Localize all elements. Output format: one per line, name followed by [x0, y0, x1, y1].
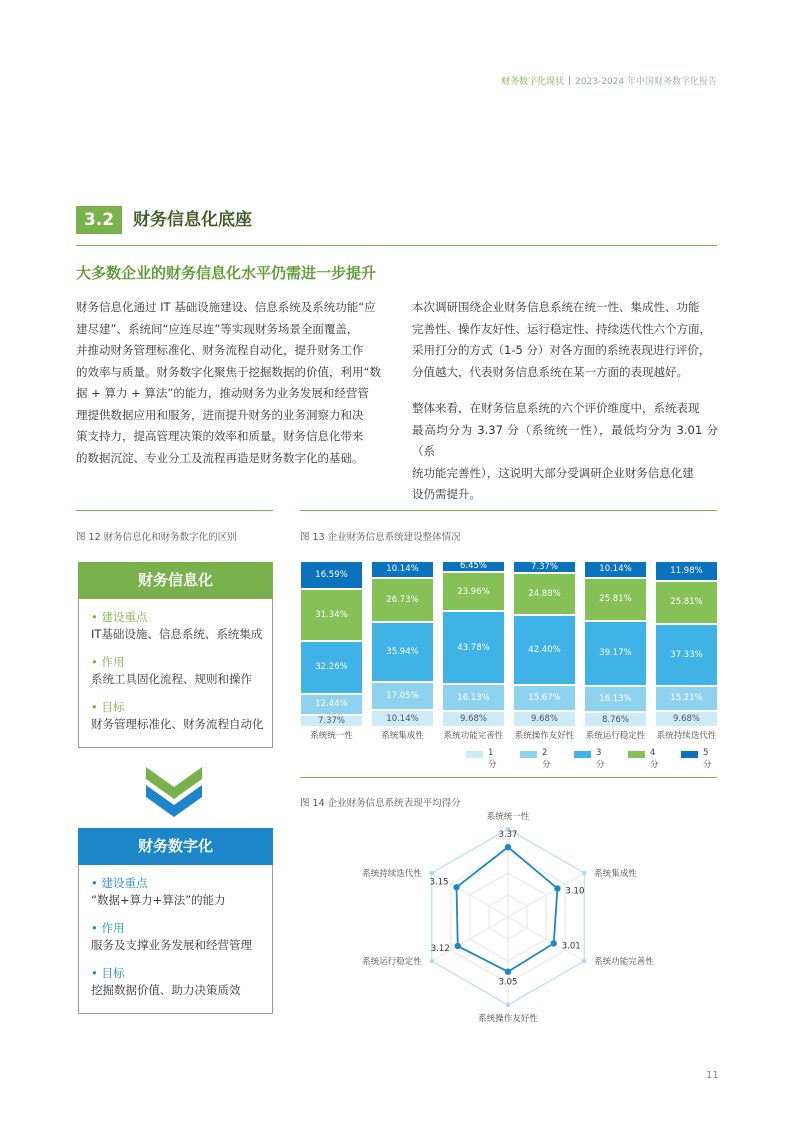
bar-value-label: 43.78%	[457, 642, 490, 653]
bar-segment	[443, 573, 504, 611]
bar-segment	[301, 590, 362, 640]
bar-segment	[301, 642, 362, 694]
legend-swatch	[681, 751, 698, 758]
info-item-key: • 目标	[91, 700, 125, 714]
bar-segment	[585, 713, 646, 726]
section-divider	[76, 245, 717, 246]
bar-value-label: 31.34%	[315, 609, 348, 620]
legend-label: 1分	[488, 748, 497, 770]
radar-axis-dot	[430, 959, 434, 963]
header-report-title: 2023-2024 年中国财务数字化报告	[575, 77, 717, 87]
paragraph-right-1	[412, 297, 718, 383]
header-divider	[569, 76, 570, 85]
bar-value-label: 15.67%	[528, 692, 561, 703]
text-line: 策支持力，提高管理决策的效率和质量。财务信息化带来	[76, 429, 364, 443]
text-line: 整体来看，在财务信息系统的六个评价维度中，系统表现	[412, 401, 700, 415]
radar-point	[455, 943, 461, 949]
bar-value-label: 25.81%	[670, 597, 703, 608]
bar-value-label: 35.94%	[386, 647, 419, 658]
radar-value-label: 3.37	[498, 830, 518, 841]
bar-value-label: 16.13%	[457, 692, 490, 703]
bar-value-label: 9.68%	[530, 713, 558, 724]
figure12-caption: 图 12 财务信息化和财务数字化的区别	[76, 532, 237, 543]
bar-value-label: 7.37%	[530, 562, 558, 573]
bar-segment	[301, 562, 362, 588]
radar-value-label: 3.01	[561, 941, 581, 952]
info-item-key: • 作用	[91, 655, 125, 669]
legend-swatch	[466, 751, 483, 758]
section-number: 3.2	[76, 206, 122, 234]
legend-swatch	[628, 751, 645, 758]
text-line: 的数据沉淀、专业分工及流程再造是财务数字化的基础。	[76, 450, 364, 465]
radar-value-label: 3.05	[498, 977, 518, 988]
bar-segment	[372, 579, 433, 621]
bar-segment	[443, 685, 504, 710]
text-line: 采用打分的方式（1-5 分）对各方面的系统表现进行评价，	[412, 343, 711, 357]
legend-label: 5分	[703, 748, 712, 770]
bar-segment	[301, 716, 362, 726]
bar-value-label: 26.73%	[386, 595, 419, 605]
bar-segment	[656, 712, 717, 726]
radar-chart	[300, 810, 717, 1035]
text-line: 最高均分为 3.37 分（系统统一性），最低均分为 3.01 分（系	[412, 422, 718, 458]
bar-segment	[372, 711, 433, 726]
bar-segment	[656, 687, 717, 710]
bar-value-label: 10.14%	[386, 713, 419, 724]
legend-swatch	[574, 751, 591, 758]
bar-value-label: 37.33%	[670, 649, 703, 660]
bar-segment	[656, 625, 717, 685]
bar-value-label: 11.98%	[670, 565, 703, 576]
info-item-value: 财务管理标准化、财务流程自动化	[91, 717, 264, 731]
text-line: 建尽建”、系统间“应连尽连”等实现财务场景全面覆盖，	[76, 321, 359, 336]
legend-label: 2分	[542, 748, 551, 770]
bar-value-label: 15.21%	[670, 693, 703, 704]
paragraph-right-2	[412, 398, 718, 506]
category-label: 系统操作友好性	[514, 731, 575, 741]
radar-axis-label: 系统功能完善性	[594, 957, 654, 967]
info-item-value: 系统工具固化流程、规则和操作	[91, 672, 252, 686]
category-label: 系统集成性	[381, 731, 424, 741]
bar-segment	[514, 686, 575, 710]
bar-value-label: 23.96%	[457, 586, 490, 597]
bar-segment	[514, 574, 575, 613]
bar-segment	[585, 687, 646, 712]
digital-item-value: 服务及支撑业务发展和经营管理	[91, 938, 252, 952]
page-number: 11	[706, 1070, 719, 1081]
radar-axis-dot	[430, 871, 434, 875]
figure14-caption: 图 14 企业财务信息系统表现平均得分	[300, 798, 461, 809]
figure13-divider	[300, 510, 717, 511]
bar-value-label: 16.59%	[315, 569, 348, 580]
text-line: 理提供数据应用和服务，进而提升财务的业务洞察力和决	[76, 407, 364, 422]
bar-value-label: 32.26%	[315, 662, 348, 673]
radar-axis-label: 系统统一性	[486, 812, 530, 822]
bar-value-label: 39.17%	[599, 648, 632, 659]
text-line: 本次调研围绕企业财务信息系统在统一性、集成性、功能	[412, 300, 700, 314]
subheading: 大多数企业的财务信息化水平仍需进一步提升	[76, 264, 377, 282]
digital-item-key: • 作用	[91, 921, 125, 935]
info-item-value: IT基础设施、信息系统、系统集成	[91, 627, 263, 641]
radar-point	[505, 844, 511, 850]
text-line: 财务信息化通过 IT 基础设施建设、信息系统及系统功能“应	[76, 300, 376, 314]
category-label: 系统功能完善性	[443, 731, 504, 741]
radar-point	[551, 940, 557, 946]
bar-segment	[585, 622, 646, 685]
figure13-caption: 图 13 企业财务信息系统建设整体情况	[300, 532, 461, 543]
bar-value-label: 9.68%	[459, 713, 487, 724]
bar-value-label: 10.14%	[386, 564, 419, 575]
bar-segment	[443, 612, 504, 683]
digital-item-key: • 建设重点	[91, 876, 148, 890]
figure12-divider	[76, 510, 273, 511]
text-line: 并推动财务管理标准化、财务流程自动化，提升财务工作	[76, 343, 364, 357]
radar-axis-label: 系统运行稳定性	[362, 957, 422, 967]
category-label: 系统持续迭代性	[656, 731, 717, 741]
bar-segment	[372, 623, 433, 681]
bar-segment	[514, 712, 575, 726]
radar-axis-label: 系统持续迭代性	[362, 869, 422, 879]
bar-segment	[372, 562, 433, 577]
paragraph-left	[76, 297, 381, 469]
bar-segment	[372, 683, 433, 709]
bar-value-label: 16.13%	[599, 694, 632, 705]
radar-axis-dot	[506, 1003, 510, 1007]
bar-segment	[585, 562, 646, 577]
text-line: 设仍需提升。	[412, 487, 481, 501]
radar-point	[554, 885, 560, 891]
info-item-key: • 建设重点	[91, 610, 148, 624]
bar-value-label: 8.76%	[601, 714, 629, 725]
bar-value-label: 24.88%	[528, 588, 561, 599]
radar-point	[453, 884, 459, 890]
bar-segment	[656, 562, 717, 580]
bar-segment	[514, 562, 575, 572]
bar-value-label: 42.40%	[528, 644, 561, 655]
radar-axis-dot	[582, 959, 586, 963]
bar-value-label: 25.81%	[599, 594, 632, 605]
digital-panel-title: 财务数字化	[78, 828, 273, 865]
bar-segment	[656, 582, 717, 623]
bar-value-label: 10.14%	[599, 564, 632, 575]
radar-axis-label: 系统操作友好性	[478, 1014, 538, 1024]
bar-segment	[443, 562, 504, 571]
text-line: 的效率与质量。财务数字化聚焦于挖掘数据的价值，利用“数	[76, 364, 381, 379]
category-label: 系统统一性	[310, 731, 353, 741]
bar-segment	[514, 616, 575, 684]
section-title: 财务信息化底座	[133, 210, 252, 230]
chevron-down-icon	[143, 765, 205, 821]
info-panel-body	[78, 599, 273, 748]
bar-value-label: 17.05%	[386, 691, 419, 701]
radar-axis-label: 系统集成性	[594, 869, 637, 879]
radar-series-area	[457, 847, 558, 972]
bar-segment	[301, 695, 362, 714]
header-section: 财务数字化现状	[501, 77, 565, 87]
radar-point	[505, 969, 511, 975]
text-line: 据 + 算力 + 算法”的能力，推动财务为业务发展和经营管	[76, 386, 369, 400]
info-panel-title: 财务信息化	[78, 562, 273, 599]
bar-value-label: 12.44%	[315, 699, 348, 710]
radar-value-label: 3.12	[430, 944, 450, 955]
bar-value-label: 6.45%	[459, 561, 487, 572]
digital-item-value: “数据+算力+算法”的能力	[91, 893, 226, 907]
digital-item-key: • 目标	[91, 966, 125, 980]
radar-value-label: 3.15	[429, 877, 449, 888]
legend-label: 3分	[596, 748, 605, 770]
digital-item-value: 挖掘数据价值、助力决策质效	[91, 983, 241, 997]
bar-value-label: 7.37%	[317, 715, 345, 726]
category-label: 系统运行稳定性	[585, 731, 646, 741]
running-header	[501, 74, 717, 87]
radar-value-label: 3.10	[565, 886, 585, 897]
legend-swatch	[520, 751, 537, 758]
radar-axis-dot	[582, 871, 586, 875]
digital-panel-body	[78, 865, 273, 1014]
bar-segment	[443, 712, 504, 726]
text-line: 完善性、操作友好性、运行稳定性、持续迭代性六个方面，	[412, 321, 711, 336]
text-line: 分值越大，代表财务信息系统在某一方面的表现越好。	[412, 364, 688, 379]
figure14-divider	[300, 777, 717, 778]
bar-value-label: 9.68%	[672, 713, 700, 724]
text-line: 统功能完善性），这说明大部分受调研企业财务信息化建	[412, 465, 694, 480]
legend-label: 4分	[650, 748, 659, 770]
bar-segment	[585, 579, 646, 620]
